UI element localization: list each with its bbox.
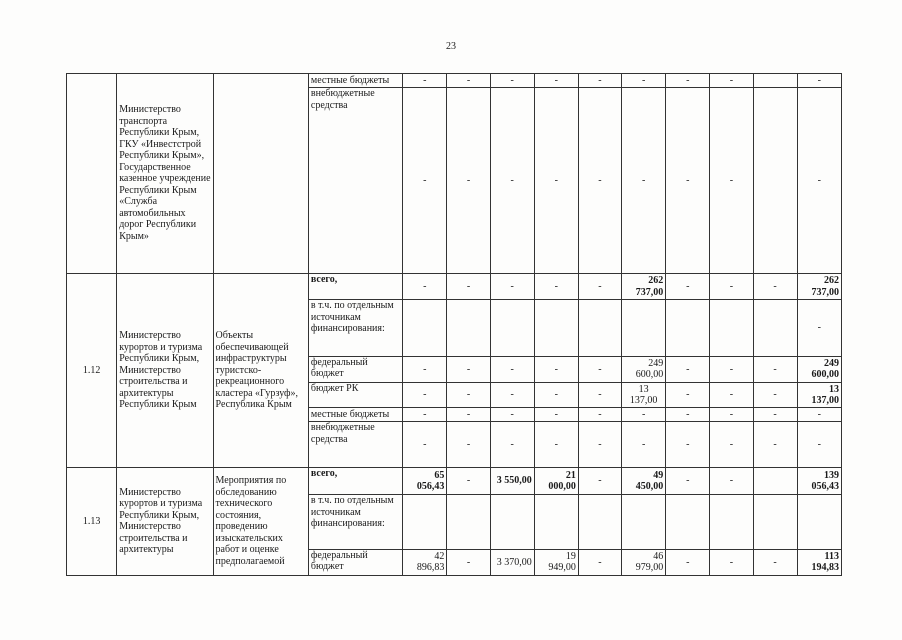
value-cell: - bbox=[403, 422, 447, 467]
value-cell: - bbox=[490, 383, 534, 408]
source-cell: федеральный бюджет bbox=[308, 549, 402, 575]
value-cell: - bbox=[403, 356, 447, 382]
value-cell: - bbox=[710, 467, 753, 494]
value-cell: - bbox=[710, 422, 753, 467]
table-row bbox=[67, 273, 842, 299]
source-cell: внебюджетные средства bbox=[308, 422, 402, 467]
value-cell: - bbox=[534, 422, 578, 467]
source-cell: в т.ч. по отдельным источникам финансирования: bbox=[308, 300, 402, 357]
table-row bbox=[67, 467, 842, 494]
value-cell: - bbox=[490, 422, 534, 467]
value-cell: - bbox=[753, 273, 797, 299]
total-cell: - bbox=[797, 300, 841, 357]
value-cell: - bbox=[447, 422, 490, 467]
value-cell: - bbox=[753, 356, 797, 382]
value-cell bbox=[403, 300, 447, 357]
value-cell: - bbox=[710, 88, 753, 274]
value-cell: - bbox=[447, 383, 490, 408]
value-cell: - bbox=[447, 467, 490, 494]
value-cell bbox=[578, 300, 621, 357]
total-cell: - bbox=[797, 88, 841, 274]
value-cell: - bbox=[666, 467, 710, 494]
value-cell: - bbox=[490, 88, 534, 274]
value-cell: - bbox=[534, 408, 578, 422]
value-cell: - bbox=[622, 408, 666, 422]
value-cell: - bbox=[666, 549, 710, 575]
executor-cell: Министерство курортов и туризма Республики Крым, Министерство строительства и архитектуры Республики Крым bbox=[117, 273, 213, 467]
total-cell: - bbox=[797, 408, 841, 422]
value-cell bbox=[447, 495, 490, 550]
value-cell: - bbox=[578, 408, 621, 422]
value-cell: - bbox=[666, 88, 710, 274]
value-cell: - bbox=[710, 383, 753, 408]
table-row bbox=[67, 74, 842, 88]
executor-cell: Министерство курортов и туризма Республики Крым, Министерство строительства и архитектуры bbox=[117, 467, 213, 575]
value-cell: - bbox=[447, 273, 490, 299]
source-cell: внебюджетные средства bbox=[308, 88, 402, 274]
value-cell bbox=[534, 495, 578, 550]
executor-cell: Министерство транспорта Республики Крым, ГКУ «Инвестстрой Республики Крым», Государственное казенное учреждение Республики Крым «Служба автомобильных дорог Республики Крым» bbox=[117, 74, 213, 274]
value-cell: - bbox=[710, 408, 753, 422]
value-cell: - bbox=[666, 273, 710, 299]
value-cell: - bbox=[578, 273, 621, 299]
value-cell bbox=[753, 88, 797, 274]
value-cell: - bbox=[578, 88, 621, 274]
value-cell: - bbox=[578, 422, 621, 467]
total-cell: 139 056,43 bbox=[797, 467, 841, 494]
value-cell: - bbox=[578, 74, 621, 88]
value-cell: - bbox=[578, 549, 621, 575]
value-cell: 65 056,43 bbox=[403, 467, 447, 494]
total-cell: 13 137,00 bbox=[797, 383, 841, 408]
value-cell: 21 000,00 bbox=[534, 467, 578, 494]
value-cell: - bbox=[578, 383, 621, 408]
value-cell: 46 979,00 bbox=[622, 549, 666, 575]
value-cell: - bbox=[710, 74, 753, 88]
value-cell: - bbox=[403, 408, 447, 422]
object-cell: Объекты обеспечивающей инфраструктуры туристско-рекреационного кластера «Гурзуф», Республика Крым bbox=[213, 273, 308, 467]
total-cell: - bbox=[797, 422, 841, 467]
value-cell bbox=[753, 74, 797, 88]
value-cell bbox=[490, 495, 534, 550]
source-cell: федеральный бюджет bbox=[308, 356, 402, 382]
index-cell bbox=[67, 74, 117, 274]
source-cell: в т.ч. по отдельным источникам финансирования: bbox=[308, 495, 402, 550]
value-cell: - bbox=[447, 356, 490, 382]
value-cell: - bbox=[403, 273, 447, 299]
total-cell bbox=[797, 495, 841, 550]
value-cell bbox=[403, 495, 447, 550]
source-cell: всего, bbox=[308, 273, 402, 299]
value-cell: - bbox=[666, 408, 710, 422]
value-cell: 3 370,00 bbox=[490, 549, 534, 575]
value-cell: - bbox=[447, 88, 490, 274]
total-cell: 113 194,83 bbox=[797, 549, 841, 575]
value-cell: - bbox=[666, 74, 710, 88]
value-cell: - bbox=[666, 422, 710, 467]
value-cell: - bbox=[490, 408, 534, 422]
value-cell: - bbox=[753, 383, 797, 408]
source-cell: местные бюджеты bbox=[308, 408, 402, 422]
source-cell: бюджет РК bbox=[308, 383, 402, 408]
value-cell: - bbox=[447, 74, 490, 88]
value-cell: - bbox=[534, 383, 578, 408]
value-cell: - bbox=[710, 356, 753, 382]
index-cell: 1.13 bbox=[67, 467, 117, 575]
value-cell: - bbox=[534, 356, 578, 382]
object-cell: Мероприятия по обследованию технического состояния, проведению изыскательских работ и оценке предполагаемой bbox=[213, 467, 308, 575]
value-cell: - bbox=[447, 408, 490, 422]
value-cell bbox=[534, 300, 578, 357]
value-cell: - bbox=[666, 356, 710, 382]
page-number: 23 bbox=[446, 41, 456, 52]
value-cell: 262 737,00 bbox=[622, 273, 666, 299]
value-cell: - bbox=[578, 356, 621, 382]
value-cell: - bbox=[403, 88, 447, 274]
value-cell bbox=[578, 495, 621, 550]
value-cell: - bbox=[490, 273, 534, 299]
value-cell bbox=[622, 495, 666, 550]
value-cell bbox=[490, 300, 534, 357]
index-cell: 1.12 bbox=[67, 273, 117, 467]
value-cell: - bbox=[534, 88, 578, 274]
value-cell bbox=[753, 300, 797, 357]
value-cell: - bbox=[710, 273, 753, 299]
value-cell: 42 896,83 bbox=[403, 549, 447, 575]
value-cell: - bbox=[622, 74, 666, 88]
value-cell bbox=[666, 495, 710, 550]
value-cell: - bbox=[534, 273, 578, 299]
value-cell: - bbox=[534, 74, 578, 88]
value-cell bbox=[447, 300, 490, 357]
value-cell: - bbox=[622, 88, 666, 274]
total-cell: 262 737,00 bbox=[797, 273, 841, 299]
value-cell: 19 949,00 bbox=[534, 549, 578, 575]
value-cell: - bbox=[403, 383, 447, 408]
total-cell: 249 600,00 bbox=[797, 356, 841, 382]
value-cell: 3 550,00 bbox=[490, 467, 534, 494]
value-cell bbox=[710, 300, 753, 357]
value-cell bbox=[753, 467, 797, 494]
source-cell: всего, bbox=[308, 467, 402, 494]
value-cell: 249 600,00 bbox=[622, 356, 666, 382]
value-cell bbox=[622, 300, 666, 357]
value-cell: - bbox=[622, 422, 666, 467]
value-cell bbox=[710, 495, 753, 550]
value-cell: 13 137,00 bbox=[622, 383, 666, 408]
value-cell: - bbox=[753, 408, 797, 422]
value-cell: - bbox=[447, 549, 490, 575]
value-cell bbox=[753, 495, 797, 550]
value-cell: - bbox=[490, 356, 534, 382]
object-cell bbox=[213, 74, 308, 274]
value-cell: - bbox=[666, 383, 710, 408]
value-cell: 49 450,00 bbox=[622, 467, 666, 494]
value-cell: - bbox=[753, 549, 797, 575]
value-cell bbox=[666, 300, 710, 357]
budget-table bbox=[66, 73, 842, 576]
value-cell: - bbox=[490, 74, 534, 88]
total-cell: - bbox=[797, 74, 841, 88]
value-cell: - bbox=[403, 74, 447, 88]
value-cell: - bbox=[710, 549, 753, 575]
value-cell: - bbox=[578, 467, 621, 494]
value-cell: - bbox=[753, 422, 797, 467]
source-cell: местные бюджеты bbox=[308, 74, 402, 88]
